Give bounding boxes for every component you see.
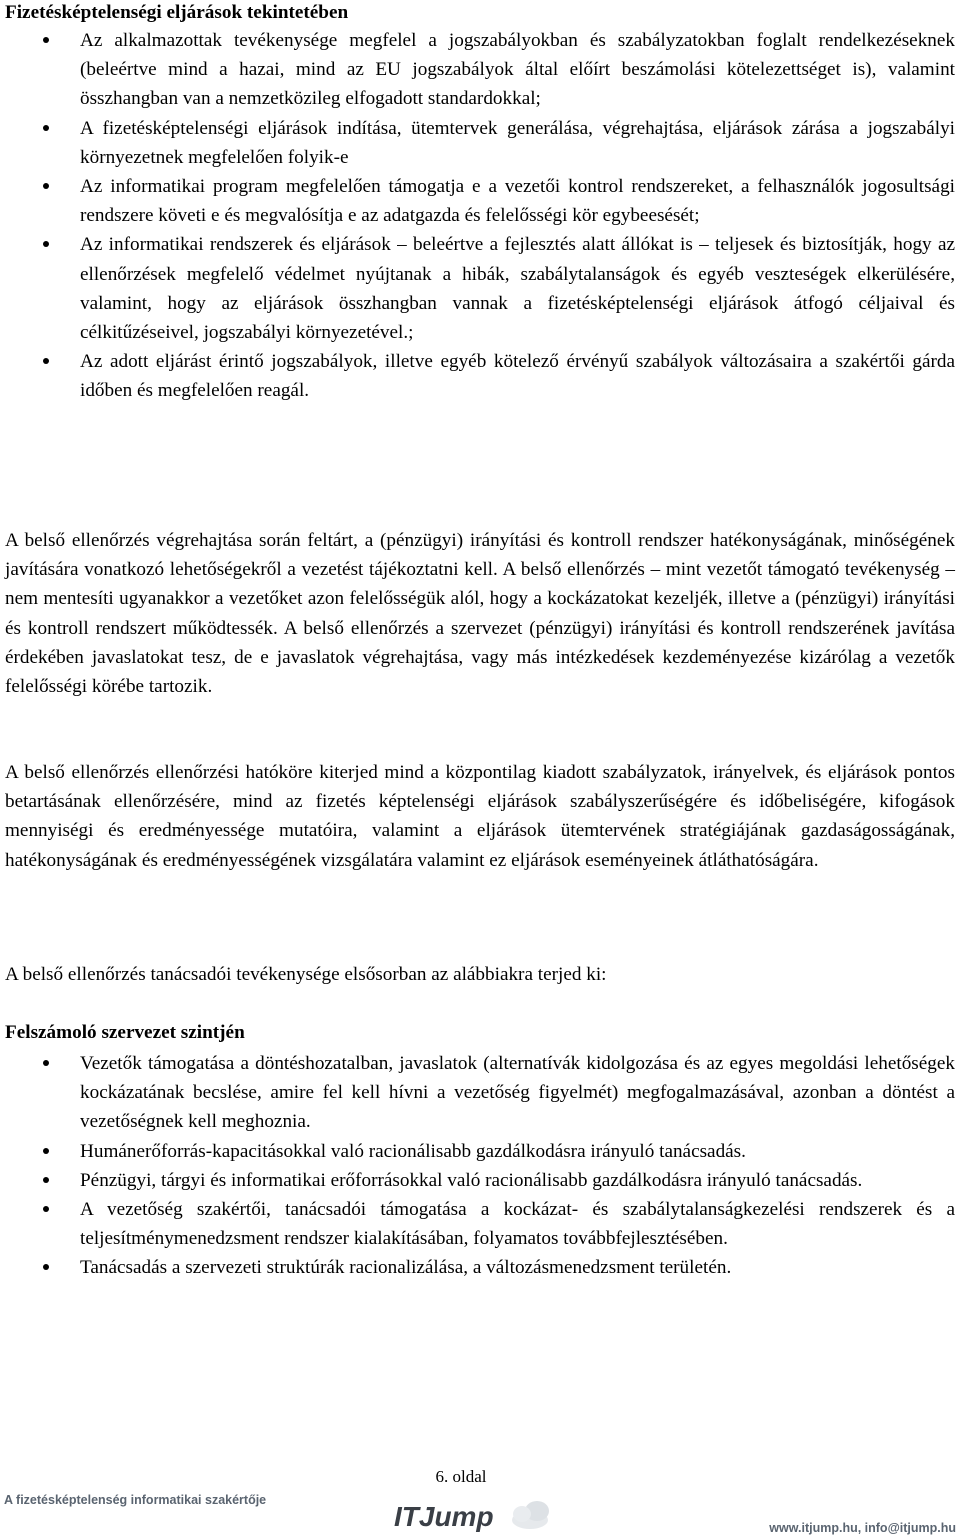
footer-tagline: A fizetésképtelenség informatikai szakértője <box>4 1493 267 1507</box>
list-item: Tanácsadás a szervezeti struktúrák racionalizálása, a változásmenedzsment területén. <box>5 1253 955 1282</box>
list-item: Az informatikai rendszerek és eljárások – beleértve a fejlesztés alatt állókat is – teljesek és biztosítják, hogy az ellenőrzések megfelelő védelmet nyújtanak a hibák, szabálytalanságok és egyéb veszteségek elkerülésére, valamint, hogy az eljárások összhangban vannak a fizetésképtelenségi eljárások átfogó céljaival és célkitűzéseivel, jogszabályi környezetével.; <box>5 230 955 347</box>
page-number: 6. oldal <box>435 1467 487 1486</box>
list-item: Pénzügyi, tárgyi és informatikai erőforrásokkal való racionálisabb gazdálkodásra irányuló tanácsadás. <box>5 1166 955 1195</box>
list-item: Az informatikai program megfelelően támogatja e a vezetői kontrol rendszereket, a felhasználók jogosultsági rendszere követi e és megvalósítja e az adatgazda és felelősségi kör egybeesését; <box>5 172 955 230</box>
paragraph: A belső ellenőrzés tanácsadói tevékenysége elsősorban az alábbiakra terjed ki: <box>5 964 607 985</box>
itjump-logo-icon <box>392 1496 562 1534</box>
paragraph: A belső ellenőrzés ellenőrzési hatóköre kiterjed mind a központilag kiadott szabályzatok, irányelvek, és eljárások pontos betartásának ellenőrzésére, mind az fizetés képtelenségi eljárások szabályszerűségére és időbeliségére, kifogások mennyiségi és eredményessége mutatóira, valamint a eljárások ütemtervének stratégiájának gazdaságosságának, hatékonyságának és eredményességének vizsgálatára valamint ez eljárások eseményeinek átláthatóságára. <box>5 762 955 871</box>
list-item: Az adott eljárást érintő jogszabályok, illetve egyéb kötelező érvényű szabályok változásaira a szakértői gárda időben és megfelelően reagál. <box>5 347 955 405</box>
section-insolvency <box>5 0 955 406</box>
section-liquidator-level <box>5 1020 955 1283</box>
paragraph: A belső ellenőrzés végrehajtása során feltárt, a (pénzügyi) irányítási és kontroll rendszer hatékonyságának, minőségének javítására vonatkozó lehetőségekről a vezetést tájékoztatni kell. A belső ellenőrzés – mint vezetőt támogató tevékenység – nem mentesíti ugyanakkor a vezetőket azon felelősségük alól, hogy a kockázatokat kezeljék, illetve a (pénzügyi) irányítási és kontroll rendszert működtessék. A belső ellenőrzés a szervezet (pénzügyi) irányítási és kontroll rendszerének javítása érdekében javaslatokat tesz, de e javaslatok végrehajtása, vagy más intézkedések kezdeményezése kizárólag a vezetők felelősségi körébe tartozik. <box>5 530 955 698</box>
section-heading: Felszámoló szervezet szintjén <box>5 1022 245 1043</box>
page-footer <box>0 1490 960 1539</box>
section-heading: Fizetésképtelenségi eljárások tekintetében <box>5 2 349 23</box>
list-item: Az alkalmazottak tevékenysége megfelel a jogszabályokban és szabályzatokban foglalt rendelkezéseknek (beleértve mind a hazai, mind az EU jogszabályok által előírt beszámolási kötelezettséget is), valamint összhangban van a nemzetközileg elfogadott standardokkal; <box>5 26 955 114</box>
list-item: Vezetők támogatása a döntéshozatalban, javaslatok (alternatívák kidolgozása és az egyes megoldási lehetőségek kockázatának becslése, amire fel kell hívni a vezetőség figyelmét) megfogalmazásával, azonban a döntést a vezetőségnek kell meghoznia. <box>5 1049 955 1137</box>
logo-text: ITJump <box>394 1501 494 1532</box>
footer-contact: www.itjump.hu, info@itjump.hu <box>769 1521 956 1535</box>
cloud-icon <box>512 1501 549 1529</box>
bullet-list <box>5 1049 955 1283</box>
list-item: Humánerőforrás-kapacitásokkal való racionálisabb gazdálkodásra irányuló tanácsadás. <box>5 1137 955 1166</box>
list-item: A fizetésképtelenségi eljárások indítása, ütemtervek generálása, végrehajtása, eljárások zárása a jogszabályi környezetnek megfelelően folyik-e <box>5 114 955 172</box>
list-item: A vezetőség szakértői, tanácsadói támogatása a kockázat- és szabálytalanságkezelési rendszerek és a teljesítménymenedzsment rendszer kialakításában, folyamatos továbbfejlesztésében. <box>5 1195 955 1253</box>
bullet-list <box>5 26 955 406</box>
